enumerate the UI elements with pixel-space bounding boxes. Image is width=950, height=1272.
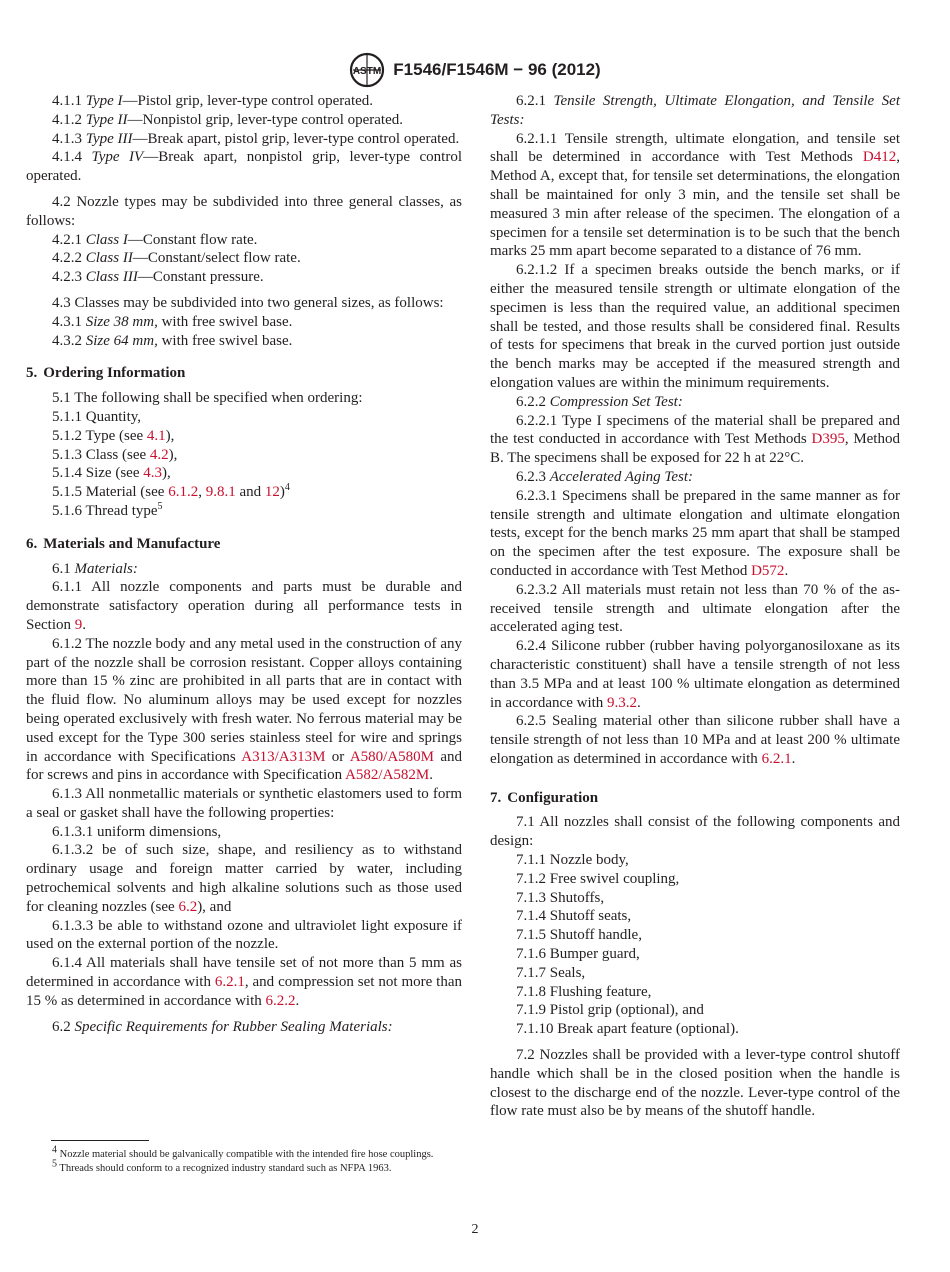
list-item: 7.1.2 Free swivel coupling,	[516, 870, 680, 887]
section-heading-6: 6. Materials and Manufacture	[26, 535, 221, 552]
ref-link[interactable]: 4.3	[143, 465, 162, 482]
ref-link[interactable]: 6.2.1	[761, 750, 792, 767]
para-6-1-3-3: 6.1.3.3 be able to withstand ozone and ultraviolet light exposure if used on the external portion of the nozzle.	[26, 917, 462, 953]
para-6-1-1: 6.1.1 All nozzle components and parts must be durable and demonstrate satisfactory operation during all performance tests in Section 9.	[26, 579, 462, 633]
para-5-1-4: 5.1.4 Size (see 4.3),	[52, 465, 171, 482]
ref-link[interactable]: 6.2.2	[265, 992, 296, 1009]
section-heading-5: 5. Ordering Information	[26, 365, 186, 382]
para-4-1-4: 4.1.4 Type IV—Break apart, nonpistol grip, lever-type control operated.	[26, 149, 462, 185]
para-6-1-3-2: 6.1.3.2 be of such size, shape, and resiliency as to withstand ordinary usage and foreign matter carried by water, including petrochemical solvents and high alkaline solutions such as those used for cleaning nozzles (see 6.2), and	[26, 842, 462, 915]
ref-link[interactable]: 9.8.1	[205, 484, 236, 501]
section-heading-7: 7. Configuration	[490, 789, 599, 806]
para-6-2-1-2: 6.2.1.2 If a specimen breaks outside the bench marks, or if either the measured tensile strength or ultimate elongation of the specimen is less than the required value, an additional specimen shall be tested, and those results shall be considered final. Results of tests for specimens that break in the curved portion just outside the bench marks may be accepted if the measured strength and elongation values are within the minimum requirements.	[490, 262, 900, 391]
para-4-1-3: 4.1.3 Type III—Break apart, pistol grip, lever-type control operated.	[52, 130, 460, 147]
footnote-divider	[51, 1140, 149, 1141]
para-4-2-3: 4.2.3 Class III—Constant pressure.	[52, 269, 264, 286]
ref-link[interactable]: A580/A580M	[349, 748, 434, 765]
para-6-1-2: 6.1.2 The nozzle body and any metal used in the construction of any part of the nozzle shall be corrosion resistant. Copper alloys containing more than 15 % zinc are prohibited in all parts that are in contact with the fluid flow. No aluminum alloys may be used except for nozzles being operated exclusively with fresh water. No ferrous material may be used except for the Type 300 series stainless steel for wire and springs in accordance with Specifications A313/A313M or A580/A580M and for screws and pins in accordance with Specification A582/A582M.	[26, 635, 462, 784]
para-5-1-6: 5.1.6 Thread type$^5$	[52, 500, 163, 519]
ref-link[interactable]: 6.2	[178, 898, 198, 915]
para-7-2: 7.2 Nozzles shall be provided with a lever-type control shutoff handle which shall be in the closed position when the handle is closest to the discharge end of the nozzle. Lever-type control of the flow rate must also be by means of the shutoff handle.	[490, 1047, 900, 1120]
para-6-2-1-1: 6.2.1.1 Tensile strength, ultimate elongation, and tensile set shall be determined in accordance with Test Methods D412, Method A, except that, for tensile set determinations, the elongation shall be maintained for only 3 min, and the tensile set shall be measured 3 min after release of the specimen. The elongation of a specimen for a tensile set determination is to be such that the bench marks 25 mm apart become separated to a distance of 76 mm.	[490, 130, 900, 260]
para-6-2-1: 6.2.1 Tensile Strength, Ultimate Elongation, and Tensile Set Tests:	[490, 93, 900, 128]
footnote-5: $^5$ Threads should conform to a recognized industry standard such as NFPA 1963.	[52, 1158, 392, 1175]
list-item: 7.1.3 Shutoffs,	[516, 889, 605, 906]
footnote-ref[interactable]: 5	[157, 500, 163, 512]
para-5-1-5: 5.1.5 Material (see 6.1.2, 9.8.1 and 12)$^4$	[52, 482, 290, 501]
ref-link[interactable]: 6.2.1	[214, 974, 245, 991]
para-5-1-1: 5.1.1 Quantity,	[52, 408, 142, 425]
para-6-1-3-1: 6.1.3.1 uniform dimensions,	[52, 823, 222, 840]
footnote-4: $^4$ Nozzle material should be galvanically compatible with the intended fire hose couplings.	[52, 1144, 434, 1160]
para-6-2-2: 6.2.2 Compression Set Test:	[516, 393, 683, 410]
para-5-1-3: 5.1.3 Class (see 4.2),	[52, 446, 178, 463]
para-6-2-3: 6.2.3 Accelerated Aging Test:	[516, 468, 694, 485]
para-4-1-2: 4.1.2 Type II—Nonpistol grip, lever-type control operated.	[52, 111, 404, 128]
para-4-2-1: 4.2.1 Class I—Constant flow rate.	[52, 231, 258, 248]
para-6-1-4: 6.1.4 All materials shall have tensile set of not more than 5 mm as determined in accordance with 6.2.1, and compression set not more than 15 % as determined in accordance with 6.2.2.	[26, 955, 462, 1009]
list-item: 7.1.9 Pistol grip (optional), and	[516, 1002, 704, 1019]
list-item: 7.1.8 Flushing feature,	[516, 983, 652, 1000]
ref-link[interactable]: 4.2	[149, 446, 169, 463]
svg-text:ASTM: ASTM	[353, 66, 382, 77]
para-4-3-2: 4.3.2 Size 64 mm, with free swivel base.	[52, 332, 293, 349]
standard-designation: F1546/F1546M − 96 (2012)	[393, 60, 601, 79]
para-6-2: 6.2 Specific Requirements for Rubber Sealing Materials:	[52, 1018, 393, 1035]
para-4-1-1: 4.1.1 Type I—Pistol grip, lever-type control operated.	[52, 93, 374, 109]
para-6-2-5: 6.2.5 Sealing material other than silicone rubber shall have a tensile strength of not less than 10 MPa and at least 200 % ultimate elongation as determined in accordance with 6.2.1.	[490, 713, 900, 767]
ref-link[interactable]: D572	[751, 562, 785, 579]
ref-link[interactable]: A582/A582M	[345, 767, 430, 784]
ref-link[interactable]: 4.1	[146, 427, 166, 444]
para-6-1-3: 6.1.3 All nonmetallic materials or synthetic elastomers used to form a seal or gasket shall have the following properties:	[26, 786, 462, 821]
ref-link[interactable]: 12	[264, 484, 280, 501]
list-item: 7.1.4 Shutoff seats,	[516, 908, 632, 925]
footnote-ref[interactable]: 4	[284, 482, 290, 494]
para-5-1: 5.1 The following shall be specified when ordering:	[52, 390, 363, 407]
ref-link[interactable]: D395	[811, 431, 845, 448]
para-4-3: 4.3 Classes may be subdivided into two general sizes, as follows:	[52, 294, 444, 311]
para-6-2-4: 6.2.4 Silicone rubber (rubber having polyorganosiloxane as its characteristic constituent) shall have a tensile strength of not less than 3.5 MPa and at least 100 % ultimate elongation as determined in accordance with 9.3.2.	[490, 638, 900, 711]
ref-link[interactable]: 6.1.2	[168, 484, 199, 501]
list-item: 7.1.5 Shutoff handle,	[516, 927, 642, 944]
ref-link[interactable]: D412	[862, 149, 897, 166]
list-item: 7.1.7 Seals,	[516, 964, 586, 981]
astm-logo-icon	[349, 52, 385, 88]
ref-link[interactable]: 9.3.2	[607, 694, 638, 711]
page-header	[0, 52, 950, 93]
list-item: 7.1.6 Bumper guard,	[516, 946, 640, 963]
right-column	[490, 92, 900, 1121]
ref-link[interactable]: 9	[74, 616, 83, 633]
list-item: 7.1.10 Break apart feature (optional).	[516, 1021, 739, 1038]
footnotes	[26, 1144, 462, 1177]
para-6-2-3-2: 6.2.3.2 All materials must retain not less than 70 % of the as-received tensile strength and ultimate elongation after the accelerated aging test.	[490, 581, 900, 636]
ref-link[interactable]: A313/A313M	[241, 748, 326, 765]
left-column	[26, 92, 462, 1036]
para-4-2-2: 4.2.2 Class II—Constant/select flow rate.	[52, 250, 301, 267]
para-7-1: 7.1 All nozzles shall consist of the following components and design:	[490, 814, 900, 850]
para-5-1-2: 5.1.2 Type (see 4.1),	[52, 427, 175, 444]
para-6-2-2-1: 6.2.2.1 Type I specimens of the material shall be prepared and the test conducted in accordance with Test Methods D395, Method B. The specimens shall be exposed for 22 h at 22°C.	[490, 412, 900, 467]
para-6-1: 6.1 Materials:	[52, 560, 138, 577]
para-4-2: 4.2 Nozzle types may be subdivided into three general classes, as follows:	[26, 193, 462, 229]
page-number: 2	[471, 1222, 479, 1237]
para-6-2-3-1: 6.2.3.1 Specimens shall be prepared in the same manner as for tensile strength and ultimate elongation and ultimate elongation tests, except for the bench marks 25 mm apart that shall be stamped on the specimen after the test exposure. The exposure shall be conducted in accordance with Test Method D572.	[490, 487, 900, 579]
list-item: 7.1.1 Nozzle body,	[516, 852, 629, 869]
para-4-3-1: 4.3.1 Size 38 mm, with free swivel base.	[52, 313, 293, 330]
